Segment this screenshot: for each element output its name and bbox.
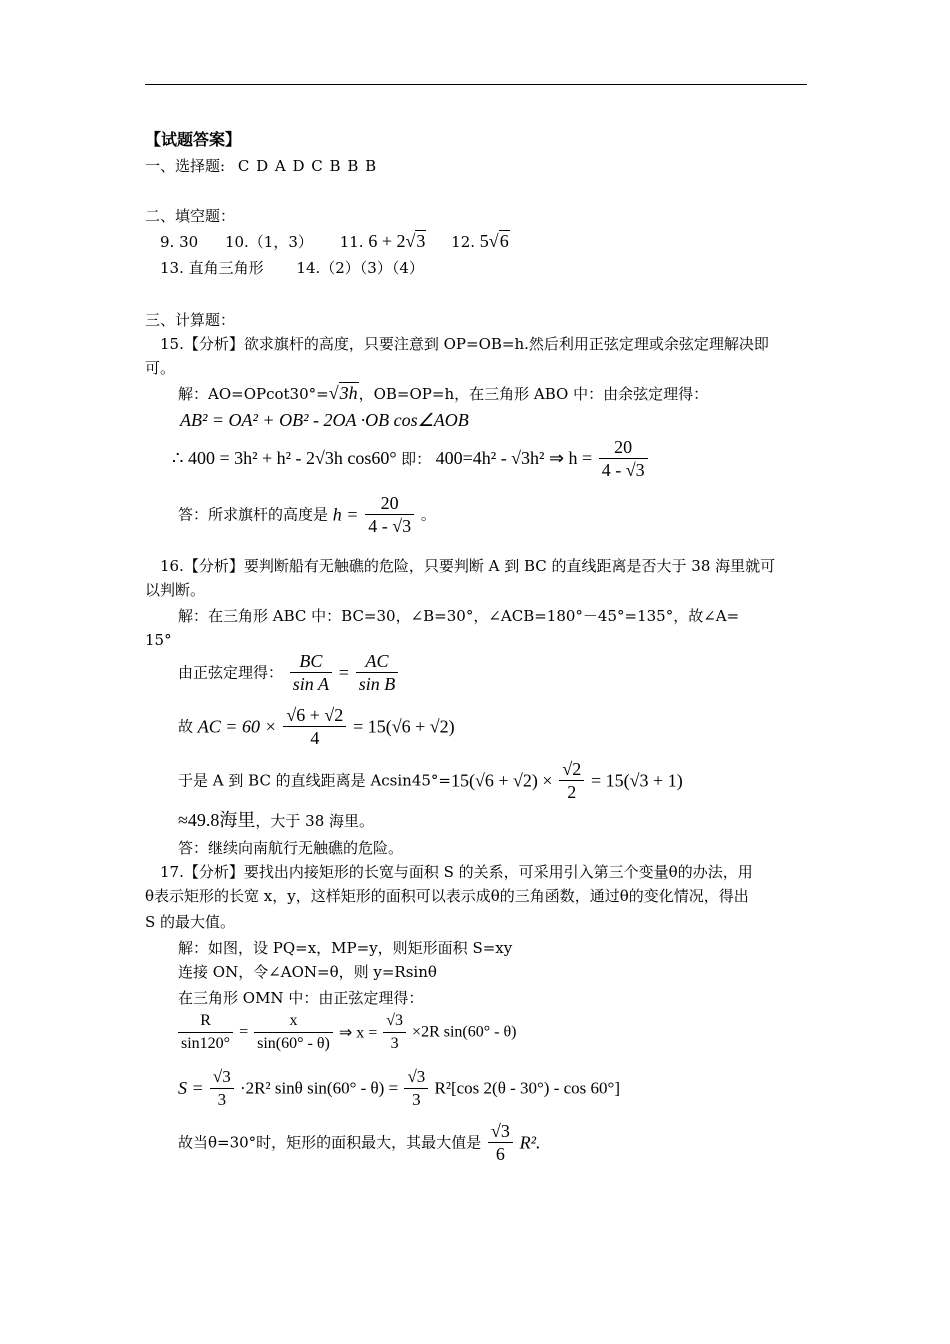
p17-e2-b: ·2R² sinθ sin(60° - θ) =	[240, 1078, 399, 1098]
p16-equals: =	[338, 662, 349, 683]
q13-answer: 13. 直角三角形	[160, 259, 264, 277]
p16-dist-b: 15(√6 + √2) ×	[451, 770, 553, 791]
calc-heading: 三、计算题：	[145, 311, 236, 329]
p15-ans-fraction: $\frac{20}{4 - √3}$	[365, 492, 414, 537]
choice-label	[145, 156, 377, 176]
p16-ac-equation	[178, 704, 455, 749]
q12-label: 12.	[451, 233, 476, 251]
p17-e2-frac-2: $\frac{√3}{3}$	[404, 1066, 428, 1111]
p16-dist-fraction: $\frac{√2}{2}$	[559, 758, 584, 803]
p15-eq2-a: ∴ 400 = 3h² + h² - 2√3h cos60°	[172, 448, 397, 468]
q12-value: 5√6	[479, 231, 509, 251]
p17-frac-r: $\frac{R}{\sin 120^\circ}$	[178, 1010, 233, 1055]
p17-frac-root3: $\frac{√3}{3}$	[383, 1010, 406, 1055]
q14-answer: 14.（2）（3）（4）	[296, 259, 424, 277]
p17-sine-equation	[176, 1010, 516, 1055]
p17-area-equation	[178, 1066, 620, 1111]
p16-approx-b: ，大于 38 海里。	[255, 812, 375, 830]
p16-dist-c: = 15(√3 + 1)	[591, 770, 683, 791]
p15-solution	[178, 382, 708, 404]
p16-ac-fraction: $\frac{√6 + √2}{4}$	[283, 704, 346, 749]
p17-e2-c: R²[cos 2(θ - 30°) - cos 60°]	[434, 1078, 620, 1098]
fill-row-1	[160, 230, 510, 252]
q11-value: 6 + 2√3	[368, 231, 426, 251]
fill-heading: 二、填空题：	[145, 207, 236, 225]
p16-approx	[178, 810, 374, 831]
p17-frac-x: $\frac{x}{\sin(60^\circ - \theta)}$	[254, 1010, 333, 1055]
choice-heading: 一、选择题:	[145, 157, 226, 175]
p15-ans-end: 。	[420, 505, 436, 524]
p17-e1-c: ×2R sin(60° - θ)	[412, 1023, 517, 1041]
p17-analysis-2: θ表示矩形的长宽 x，y，这样矩形的面积可以表示成θ的三角函数，通过θ的变化情况，得出	[145, 887, 749, 905]
p16-distance	[178, 758, 683, 803]
p15-equation-2	[172, 436, 650, 481]
p16-solution-1: 解：在三角形 ABC 中：BC=30，∠B=30°，∠ACB=180°－45°=135°，故∠A=	[178, 607, 740, 625]
p15-sol-a: 解：AO=OPcot30°=	[178, 385, 329, 403]
p17-conclusion	[178, 1120, 541, 1165]
p17-conc-a: 故当θ=30°时，矩形的面积最大，其最大值是	[178, 1133, 482, 1152]
p17-analysis-1: 17.【分析】要找出内接矩形的长宽与面积 S 的关系，可采用引入第三个变量θ的办法，用	[160, 863, 753, 881]
q11-label: 11.	[339, 233, 364, 251]
p15-answer	[178, 492, 436, 537]
q9-answer: 9. 30	[160, 233, 199, 251]
p16-approx-value: ≈49.8海里	[178, 810, 256, 830]
p16-ac-a: AC = 60 ×	[197, 716, 277, 737]
p17-conc-fraction: $\frac{√3}{6}$	[488, 1120, 513, 1165]
p15-ans-text: 答：所求旗杆的高度是	[178, 505, 329, 524]
p15-h-fraction: $\frac{20}{4 - √3}$	[599, 436, 648, 481]
q10-answer: 10.（1，3）	[224, 233, 313, 251]
p15-analysis-2: 可。	[145, 359, 176, 377]
p16-dist-a: 于是 A 到 BC 的直线距离是 Acsin45°=	[178, 771, 451, 790]
fill-row-2	[160, 258, 424, 278]
p16-ac-b: = 15(√6 + √2)	[353, 716, 455, 737]
header-rule	[145, 84, 807, 85]
p16-solution-2: 15°	[145, 631, 172, 649]
p17-e1-eq: =	[239, 1023, 249, 1041]
p16-sine-law-label: 由正弦定理得：	[178, 663, 284, 682]
p17-conc-b: R².	[519, 1132, 541, 1153]
p15-eq2-c: 400=4h² - √3h² ⇒ h =	[435, 448, 593, 468]
p17-solution-1: 解：如图，设 PQ=x，MP=y，则矩形面积 S=xy	[178, 939, 513, 957]
p17-e2-frac-1: $\frac{√3}{3}$	[210, 1066, 234, 1111]
p15-sol-rad: √3h	[328, 383, 358, 403]
p15-eq2-b: 即：	[401, 452, 432, 468]
p16-sine-law	[178, 650, 400, 695]
p15-sol-b: ，OB=OP=h，在三角形 ABO 中：由余弦定理得：	[358, 385, 709, 403]
p15-analysis-1: 15.【分析】欲求旗杆的高度，只要注意到 OP=OB=h.然后利用正弦定理或余弦定理解决即	[160, 335, 769, 353]
p17-analysis-3: S 的最大值。	[145, 913, 236, 931]
p16-answer: 答：继续向南航行无触礁的危险。	[178, 839, 404, 857]
p17-solution-3: 在三角形 OMN 中：由正弦定理得：	[178, 989, 424, 1007]
p16-analysis-2: 以判断。	[145, 581, 206, 599]
p17-solution-2: 连接 ON，令∠AON=θ，则 y=Rsinθ	[178, 963, 437, 981]
choice-answers: C D A D C B B B	[237, 157, 378, 175]
p16-frac-bc: $\frac{BC}{\text{sin A}}$	[290, 650, 332, 695]
p17-e2-a: S =	[178, 1078, 204, 1098]
p16-frac-ac: $\frac{AC}{\text{sin B}}$	[356, 650, 399, 695]
p15-cosine-equation: AB² = OA² + OB² - 2OA ·OB cos∠AOB	[180, 410, 469, 430]
p16-analysis-1: 16.【分析】要判断船有无触礁的危险，只要判断 A 到 BC 的直线距离是否大于 38 海里就可	[160, 557, 776, 575]
p16-ac-label: 故	[178, 717, 194, 736]
answers-title: 【试题答案】	[145, 130, 242, 149]
p15-ans-h: h =	[332, 504, 359, 525]
p17-e1-b: ⇒ x =	[338, 1024, 378, 1042]
